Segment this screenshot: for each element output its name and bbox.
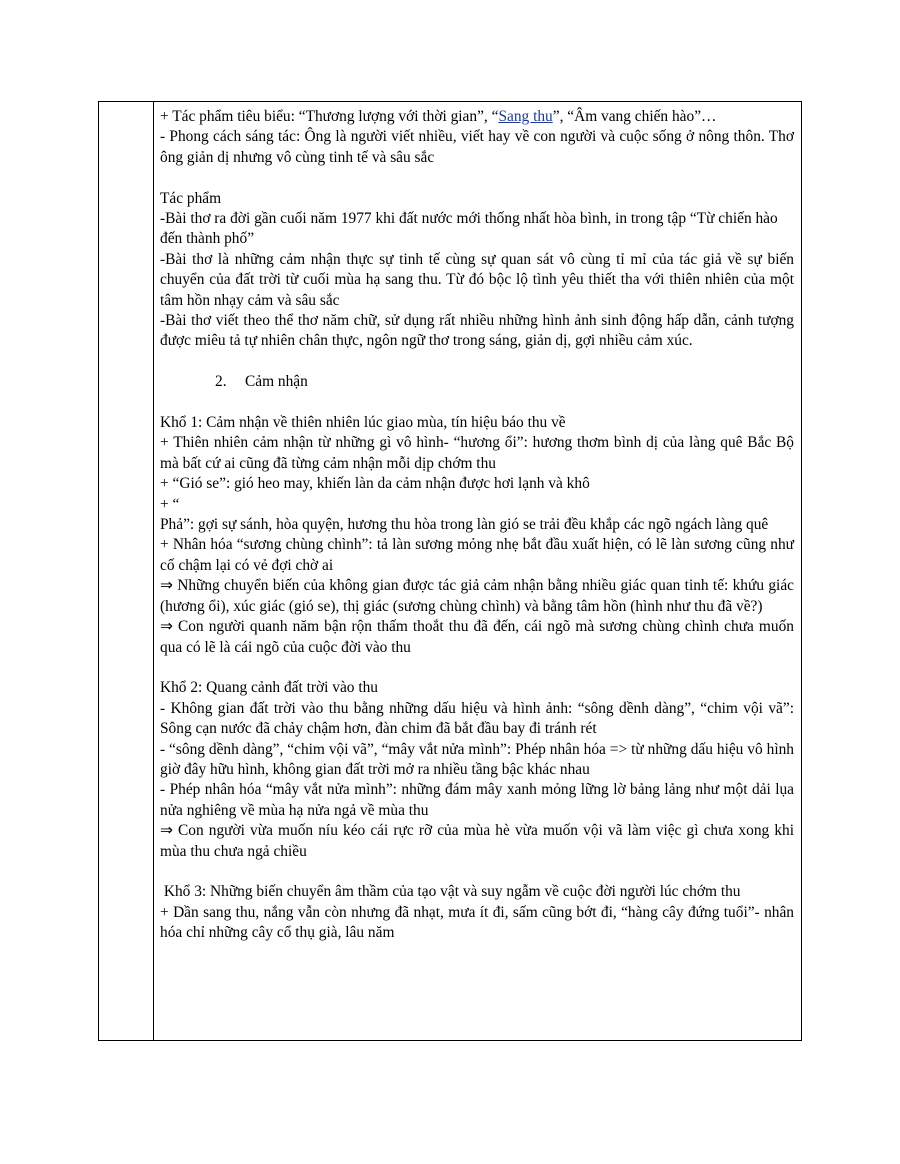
stanza2-paragraph-1: - Không gian đất trời vào thu bằng những dấu hiệu và hình ảnh: “sông dềnh dàng”, “chim vội vã”: Sông cạn nước đã chảy chậm hơn, đàn chim đã bắt đầu bay đi tránh rét (160, 699, 794, 738)
stanza1-heading: Khổ 1: Cảm nhận về thiên nhiên lúc giao mùa, tín hiệu báo thu về (160, 414, 566, 432)
works-text-end: ”, “Âm vang chiến hào”… (552, 108, 717, 125)
stanza1-paragraph-3: + “ (160, 495, 180, 513)
stanza2-heading: Khổ 2: Quang cảnh đất trời vào thu (160, 679, 379, 697)
stanza1-paragraph-1: + Thiên nhiên cảm nhận từ những gì vô hình- “hương ổi”: hương thơm bình dị của làng quê Bắc Bộ mà bất cứ ai cũng đã từng cảm nhận mỗi dịp chớm thu (160, 434, 794, 472)
stanza2-paragraph-2: - “sông dềnh dàng”, “chim vội vã”, “mây vắt nửa mình”: Phép nhân hóa => từ những dấu hiệu vô hình giờ đây hữu hình, không gian đất trời mở ra nhiều tầng bậc khác nhau (160, 740, 794, 778)
sang-thu-link[interactable]: Sang thu (498, 108, 553, 125)
section-heading (160, 372, 794, 392)
stanza3-paragraph-1: + Dần sang thu, nắng vẫn còn nhưng đã nhạt, mưa ít đi, sấm cũng bớt đi, “hàng cây đứng tuổi”- nhân hóa chỉ những cây cổ thụ già, lâu năm (160, 903, 794, 942)
works-paragraph (160, 107, 794, 127)
stanza3-heading: Khổ 3: Những biến chuyển âm thầm của tạo vật và suy ngẫm về cuộc đời người lúc chớm thu (160, 883, 741, 901)
stanza2-paragraph-3: - Phép nhân hóa “mây vắt nửa mình”: những đám mây xanh mỏng lững lờ bảng lảng như một dải lụa nửa nghiêng về mùa hạ nửa ngả về mùa thu (160, 781, 794, 819)
work-heading: Tác phẩm (160, 189, 222, 207)
works-text: + Tác phẩm tiêu biểu: “Thương lượng với thời gian”, “ (160, 108, 499, 125)
stanza1-paragraph-7: ⇒ Con người quanh năm bận rộn thấm thoắt thu đã đến, cái ngõ mà sương chùng chình chưa muốn qua có lẽ là cái ngõ của cuộc đời vào thu (160, 618, 794, 656)
stanza2-paragraph-4: ⇒ Con người vừa muốn níu kéo cái rực rỡ của mùa hè vừa muốn vội vã làm việc gì chưa xong khi mùa thu chưa ngả chiều (160, 822, 794, 860)
section-number: 2. (215, 373, 227, 391)
stanza1-paragraph-2: + “Gió se”: gió heo may, khiến làn da cảm nhận được hơi lạnh và khô (160, 475, 590, 493)
work-paragraph-1: -Bài thơ ra đời gần cuối năm 1977 khi đất nước mới thống nhất hòa bình, in trong tập “Từ chiến hào đến thành phố” (160, 210, 778, 248)
table-column-divider (153, 101, 154, 1041)
stanza1-paragraph-4: Phả”: gợi sự sánh, hòa quyện, hương thu hòa trong làn gió se trải đều khắp các ngõ ngách làng quê (160, 516, 769, 534)
section-title: Cảm nhận (245, 373, 308, 391)
style-paragraph: - Phong cách sáng tác: Ông là người viết nhiều, viết hay về con người và cuộc sống ở nông thôn. Thơ ông giản dị nhưng vô cùng tinh tế và sâu sắc (160, 128, 794, 166)
stanza1-paragraph-6: ⇒ Những chuyển biến của không gian được tác giả cảm nhận bằng nhiều giác quan tinh tế: khứu giác (hương ổi), xúc giác (gió se), thị giác (sương chùng chình) và bằng tâm hồn (hình như thu đã về?) (160, 577, 794, 615)
work-paragraph-3: -Bài thơ viết theo thể thơ năm chữ, sử dụng rất nhiều những hình ảnh sinh động hấp dẫn, cảnh tượng được miêu tả tự nhiên chân thực, ngôn ngữ thơ trong sáng, giản dị, gợi nhiều cảm xúc. (160, 312, 794, 350)
work-paragraph-2: -Bài thơ là những cảm nhận thực sự tinh tế cùng sự quan sát vô cùng tỉ mỉ của tác giả về sự biến chuyển của đất trời từ cuối mùa hạ sang thu. Từ đó bộc lộ tình yêu thiết tha với thiên nhiên của một tâm hồn nhạy cảm và sâu sắc (160, 250, 794, 309)
stanza1-paragraph-5: + Nhân hóa “sương chùng chình”: tả làn sương mỏng nhẹ bắt đầu xuất hiện, có lẽ làn sương cũng như cố chậm lại có vẻ đợi chờ ai (160, 536, 794, 574)
table-content-cell (160, 107, 794, 944)
